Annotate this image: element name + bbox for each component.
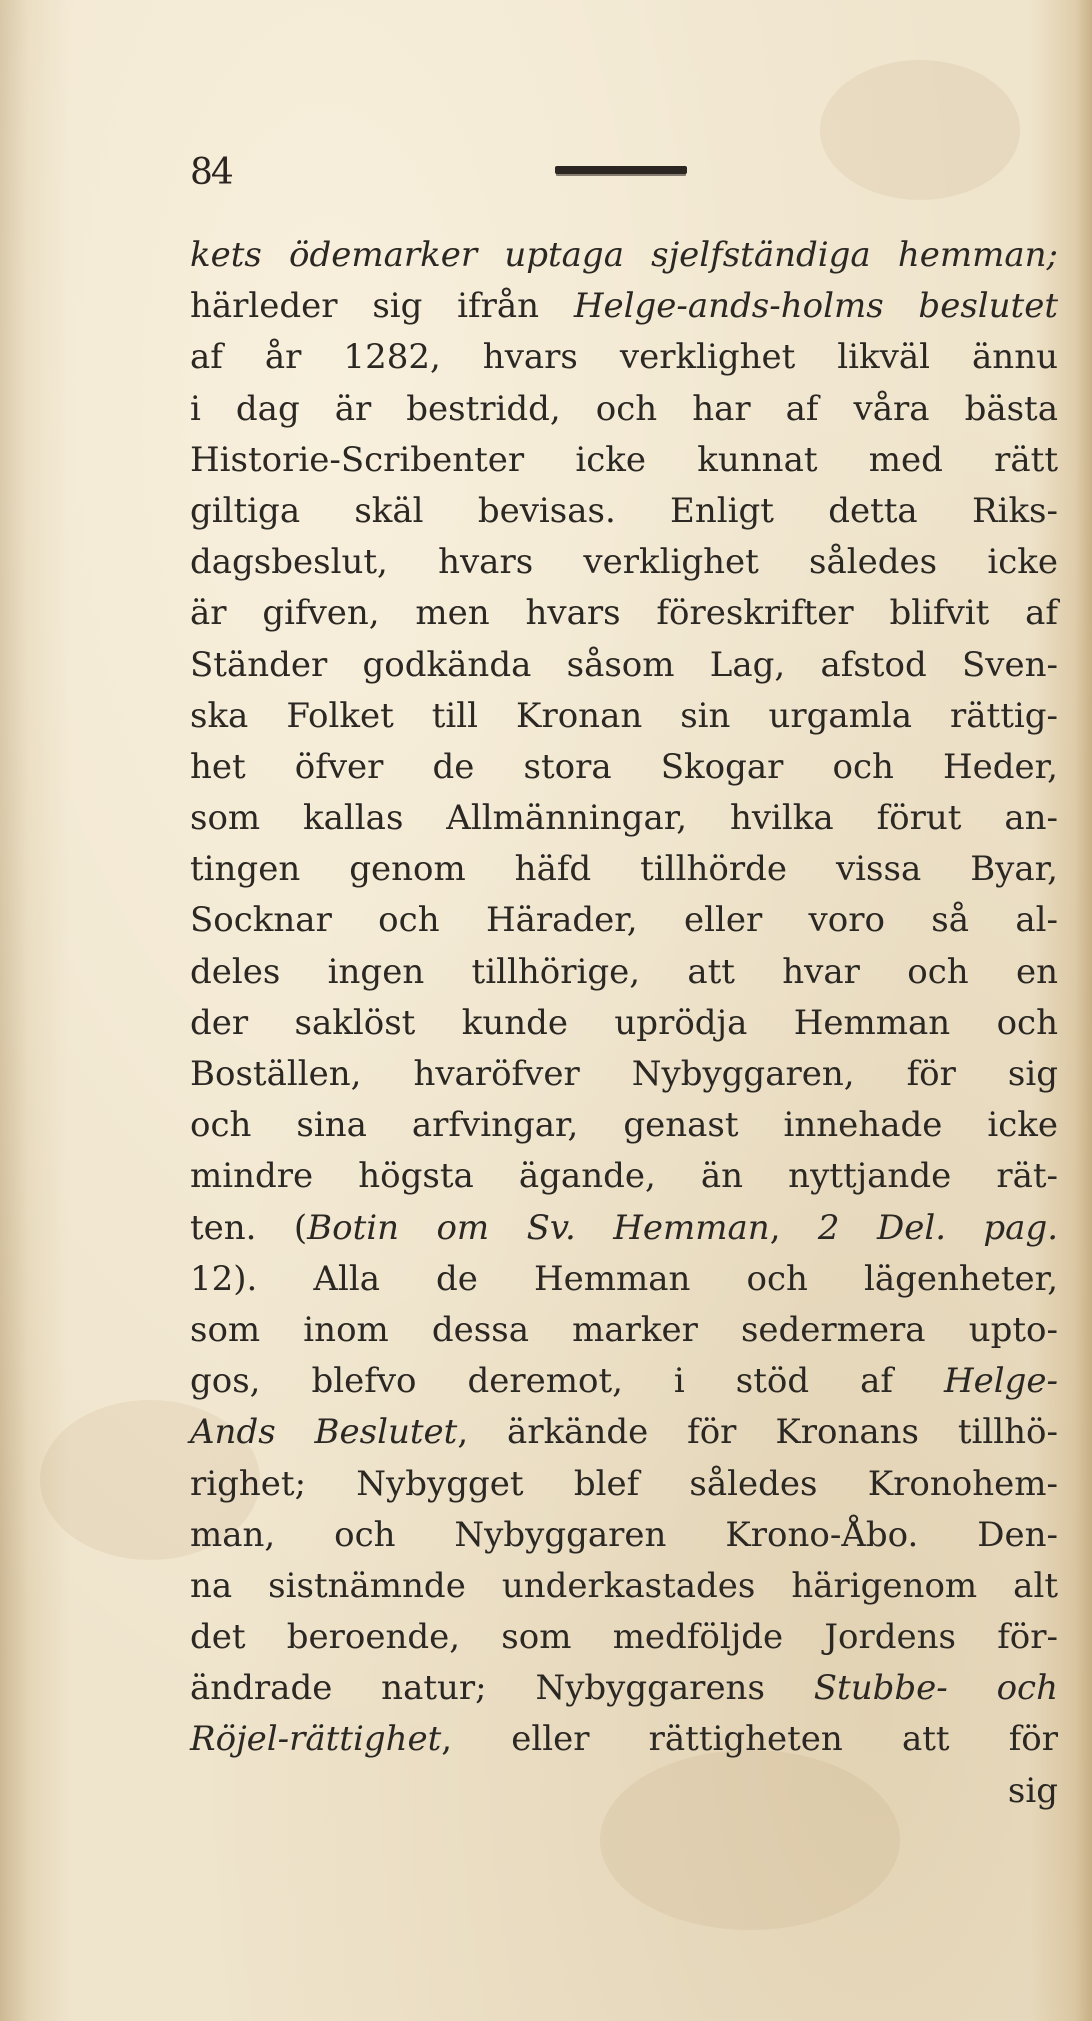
header-rule — [555, 166, 687, 174]
text-line — [190, 793, 1058, 844]
line-text: är gifven, men hvars föreskrifter blifvit af — [190, 593, 1058, 634]
italic-text: sjelfständiga hemman; — [651, 235, 1058, 275]
text-line — [190, 742, 1058, 793]
line-text: Boställen, hvaröfver Nybyggaren, för sig — [190, 1054, 1058, 1094]
line-text: na sistnämnde underkastades härigenom alt — [190, 1565, 1058, 1606]
text-line — [190, 435, 1058, 486]
line-text: gos, blefvo deremot, i stöd af — [190, 1361, 944, 1402]
text-line — [190, 1254, 1058, 1305]
line-text: deles ingen tillhörige, att hvar och en — [190, 951, 1058, 992]
italic-text: Ands Beslutet — [190, 1412, 458, 1453]
text-line — [190, 1612, 1058, 1663]
text-line — [190, 1049, 1058, 1100]
text-line — [190, 1151, 1058, 1202]
text-line — [190, 1714, 1058, 1765]
text-line — [190, 486, 1058, 537]
line-text: Historie-Scribenter icke kunnat med rätt — [190, 439, 1058, 480]
text-line — [190, 691, 1058, 742]
text-line — [190, 1305, 1058, 1356]
paper-stain — [820, 60, 1020, 200]
line-text: giltiga skäl bevisas. Enligt detta Riks- — [190, 490, 1058, 531]
italic-text: Stubbe- och — [813, 1668, 1058, 1709]
text-line — [190, 588, 1058, 639]
text-line — [190, 1510, 1058, 1561]
catchword: sig — [1007, 1770, 1058, 1811]
page-header — [190, 152, 710, 202]
line-text: het öfver de stora Skogar och Heder, — [190, 746, 1058, 787]
italic-text: Botin om Sv. Hemman — [307, 1207, 770, 1248]
text-line — [190, 1407, 1058, 1458]
text-line — [190, 1203, 1058, 1254]
line-text: mindre högsta ägande, än nyttjande rät- — [190, 1156, 1058, 1197]
text-line — [190, 844, 1058, 895]
text-line — [190, 1561, 1058, 1612]
line-text: härleder sig ifrån — [190, 286, 574, 327]
line-text: 12). Alla de Hemman och lägenheter, — [190, 1258, 1058, 1299]
text-line — [190, 1459, 1058, 1510]
page-number: 84 — [190, 152, 232, 193]
line-text: Ständer godkända såsom Lag, afstod Sven- — [190, 644, 1058, 685]
text-line — [190, 1663, 1058, 1714]
text-line — [190, 895, 1058, 946]
text-line — [190, 998, 1058, 1049]
line-text: det beroende, som medföljde Jordens för- — [190, 1617, 1058, 1658]
line-text: Socknar och Härader, eller voro så al- — [190, 900, 1058, 941]
line-text: , — [769, 1207, 818, 1248]
text-line — [190, 230, 1058, 281]
line-text: som kallas Allmänningar, hvilka förut an- — [190, 798, 1058, 839]
text-line — [190, 281, 1058, 332]
italic-text: Helge- — [943, 1361, 1058, 1402]
line-text: ska Folket till Kronan sin urgamla rättig- — [190, 695, 1058, 736]
line-text: , eller rättigheten att för — [441, 1719, 1058, 1760]
body-text — [190, 230, 1058, 1817]
italic-text: Röjel-rättighet — [190, 1719, 442, 1760]
italic-text: kets ödemarker uptaga — [190, 235, 652, 275]
text-line — [190, 640, 1058, 691]
line-text: och sina arfvingar, genast innehade icke — [190, 1105, 1058, 1146]
line-text: righet; Nybygget blef således Kronohem- — [190, 1463, 1058, 1504]
text-line — [190, 537, 1058, 588]
text-line — [190, 947, 1058, 998]
line-text: af år 1282, hvars verklighet likväl ännu — [190, 337, 1058, 378]
line-text: i dag är bestridd, och har af våra bästa — [190, 388, 1058, 429]
line-text: man, och Nybyggaren Krono-Åbo. Den- — [190, 1514, 1058, 1555]
line-text: , ärkände för Kronans tillhö- — [457, 1412, 1058, 1453]
text-line — [190, 1356, 1058, 1407]
text-line — [190, 1100, 1058, 1151]
text-line — [190, 384, 1058, 435]
italic-text: 2 Del. pag. — [817, 1207, 1059, 1248]
line-text: som inom dessa marker sedermera upto- — [190, 1309, 1058, 1350]
line-text: ändrade natur; Nybyggarens — [190, 1668, 814, 1709]
line-text: ten. ( — [190, 1207, 308, 1248]
line-text: der saklöst kunde uprödja Hemman och — [190, 1002, 1058, 1043]
text-line — [190, 332, 1058, 383]
line-text: dagsbeslut, hvars verklighet således icke — [190, 542, 1058, 583]
italic-text: Helge-ands-holms beslutet — [573, 286, 1058, 327]
line-text: tingen genom häfd tillhörde vissa Byar, — [190, 849, 1058, 890]
